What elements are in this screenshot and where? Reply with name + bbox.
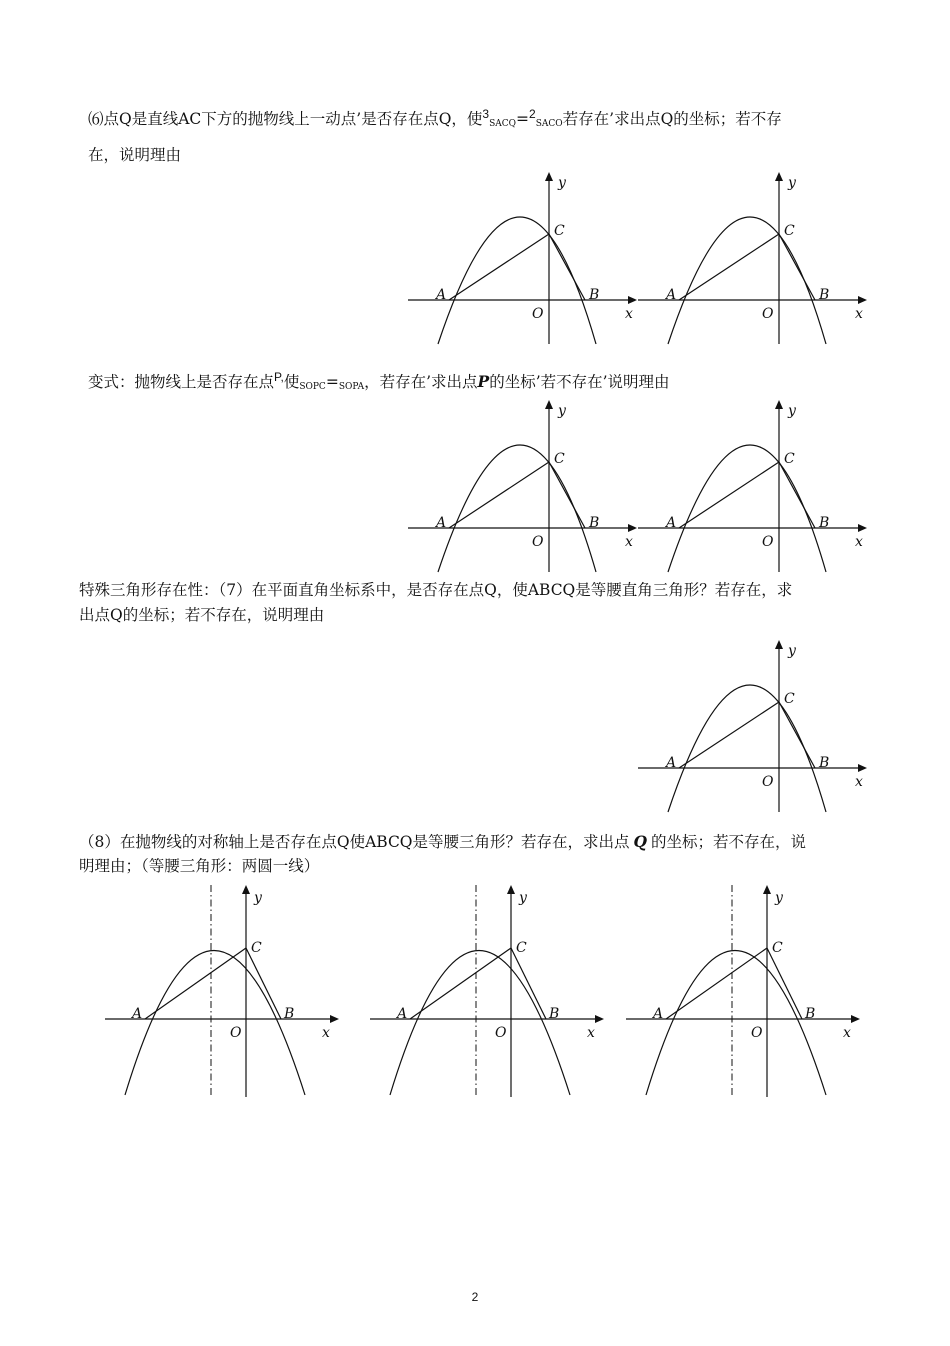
label-a: A (436, 287, 447, 303)
label-c: C (554, 223, 565, 239)
q6-line-2: 在，说明理由 (88, 146, 182, 164)
parabola-curve (438, 217, 596, 344)
label-o: O (495, 1025, 507, 1041)
label-a: A (397, 1006, 408, 1022)
label-b: B (819, 287, 830, 303)
variant-text-b: 使 (283, 373, 300, 391)
label-x: x (855, 534, 863, 550)
segment-cb (767, 948, 802, 1019)
label-b: B (589, 515, 600, 531)
y-arrow-head (545, 172, 553, 181)
label-x: x (587, 1025, 595, 1041)
label-a: A (653, 1006, 664, 1022)
parabola-graph (638, 172, 868, 347)
segment-ac (410, 948, 511, 1019)
q-italic: Q (633, 832, 648, 851)
parabola-curve (438, 445, 596, 572)
q8-line-1 (79, 832, 806, 852)
x-arrow-head (330, 1015, 339, 1023)
variant-text-a: 变式：抛物线上是否存在点 (88, 373, 275, 391)
variant-text-d: 的坐标’若不存在’说明理由 (489, 373, 670, 391)
label-y: y (558, 403, 566, 419)
label-b: B (549, 1006, 560, 1022)
q8-text-a: （8）在抛物线的对称轴上是否存在点Q使ABCQ是等腰三角形？若存在，求出点 (79, 833, 630, 851)
segment-ac (666, 948, 767, 1019)
y-arrow-head (507, 885, 515, 894)
parabola-curve (668, 217, 826, 344)
q7-line-1: 特殊三角形存在性：（7）在平面直角坐标系中，是否存在点Q，使ABCQ是等腰直角三角形？若存在，求 (79, 581, 793, 599)
parabola-curve (125, 951, 305, 1096)
label-o: O (762, 306, 774, 322)
page-number: 2 (471, 1290, 479, 1304)
x-arrow-head (858, 524, 867, 532)
label-b: B (805, 1006, 816, 1022)
label-a: A (666, 755, 677, 771)
segment-ac (679, 234, 779, 300)
label-y: y (775, 890, 783, 906)
y-arrow-head (775, 172, 783, 181)
label-x: x (322, 1025, 330, 1041)
segment-cb (779, 462, 815, 528)
parabola-curve (668, 445, 826, 572)
segment-cb (549, 234, 585, 300)
y-arrow-head (775, 400, 783, 409)
x-arrow-head (595, 1015, 604, 1023)
parabola-graph-with-axis (370, 885, 606, 1100)
parabola-graph-with-axis (105, 885, 341, 1100)
segment-ac (679, 462, 779, 528)
label-x: x (625, 306, 633, 322)
point-p: P, (274, 370, 284, 384)
segment-cb (246, 948, 281, 1019)
label-b: B (819, 515, 830, 531)
equals: = (325, 373, 339, 391)
coef-2: 2 (529, 107, 536, 121)
label-x: x (625, 534, 633, 550)
s-symbol: S (299, 382, 306, 392)
y-arrow-head (775, 640, 783, 649)
s-symbol: S (338, 382, 345, 392)
segment-cb (779, 234, 815, 300)
label-o: O (762, 534, 774, 550)
variant-line (88, 367, 670, 397)
label-b: B (589, 287, 600, 303)
s-symbol: S (535, 119, 542, 129)
segment-cb (549, 462, 585, 528)
parabola-graph-with-axis (626, 885, 862, 1100)
label-o: O (532, 534, 544, 550)
label-c: C (251, 940, 262, 956)
q6-text-a: ⑹点Q是直线AC下方的抛物线上一动点’是否存在点Q，使 (88, 110, 483, 128)
label-y: y (788, 175, 796, 191)
label-y: y (788, 403, 796, 419)
s-opc-sub: OPC (305, 382, 326, 392)
s-opa-sub: OPA (345, 382, 365, 392)
label-c: C (784, 691, 795, 707)
label-a: A (436, 515, 447, 531)
label-c: C (554, 451, 565, 467)
q6-text-b: 若存在’求出点Q的坐标；若不存 (562, 110, 782, 128)
coef-3: 3 (482, 107, 490, 121)
segment-ac (449, 462, 549, 528)
label-o: O (762, 774, 774, 790)
parabola-curve (390, 951, 570, 1096)
label-a: A (132, 1006, 143, 1022)
label-o: O (532, 306, 544, 322)
y-arrow-head (763, 885, 771, 894)
label-o: O (751, 1025, 763, 1041)
label-o: O (230, 1025, 242, 1041)
label-y: y (254, 890, 262, 906)
segment-ac (449, 234, 549, 300)
x-arrow-head (628, 296, 637, 304)
label-a: A (666, 515, 677, 531)
label-b: B (284, 1006, 295, 1022)
label-c: C (516, 940, 527, 956)
label-x: x (843, 1025, 851, 1041)
parabola-graph (408, 400, 638, 575)
parabola-curve (668, 685, 826, 812)
s-acq-sub: ACQ (495, 119, 517, 129)
parabola-graph (638, 400, 868, 575)
label-y: y (558, 175, 566, 191)
label-a: A (666, 287, 677, 303)
segment-ac (679, 702, 779, 768)
segment-cb (779, 702, 815, 768)
q8-text-b: 的坐标；若不存在，说 (651, 833, 807, 851)
variant-text-c: ，若存在’求出点 (364, 373, 478, 391)
equals: = (516, 110, 530, 128)
q8-line-2: 明理由；（等腰三角形：两圆一线） (79, 857, 320, 875)
q6-line-1 (88, 104, 782, 134)
y-arrow-head (545, 400, 553, 409)
x-arrow-head (628, 524, 637, 532)
segment-ac (145, 948, 246, 1019)
label-y: y (519, 890, 527, 906)
label-c: C (784, 451, 795, 467)
s-symbol: S (489, 119, 496, 129)
y-arrow-head (242, 885, 250, 894)
q7-line-2: 出点Q的坐标；若不存在，说明理由 (79, 606, 325, 624)
x-arrow-head (858, 296, 867, 304)
label-c: C (772, 940, 783, 956)
label-y: y (788, 643, 796, 659)
label-x: x (855, 306, 863, 322)
x-arrow-head (858, 764, 867, 772)
parabola-graph (408, 172, 638, 347)
segment-cb (511, 948, 546, 1019)
parabola-graph (638, 640, 868, 815)
parabola-curve (646, 951, 826, 1096)
p-italic: P (477, 372, 490, 391)
x-arrow-head (851, 1015, 860, 1023)
label-c: C (784, 223, 795, 239)
s-aco-sub: ACO (541, 119, 563, 129)
label-x: x (855, 774, 863, 790)
label-b: B (819, 755, 830, 771)
